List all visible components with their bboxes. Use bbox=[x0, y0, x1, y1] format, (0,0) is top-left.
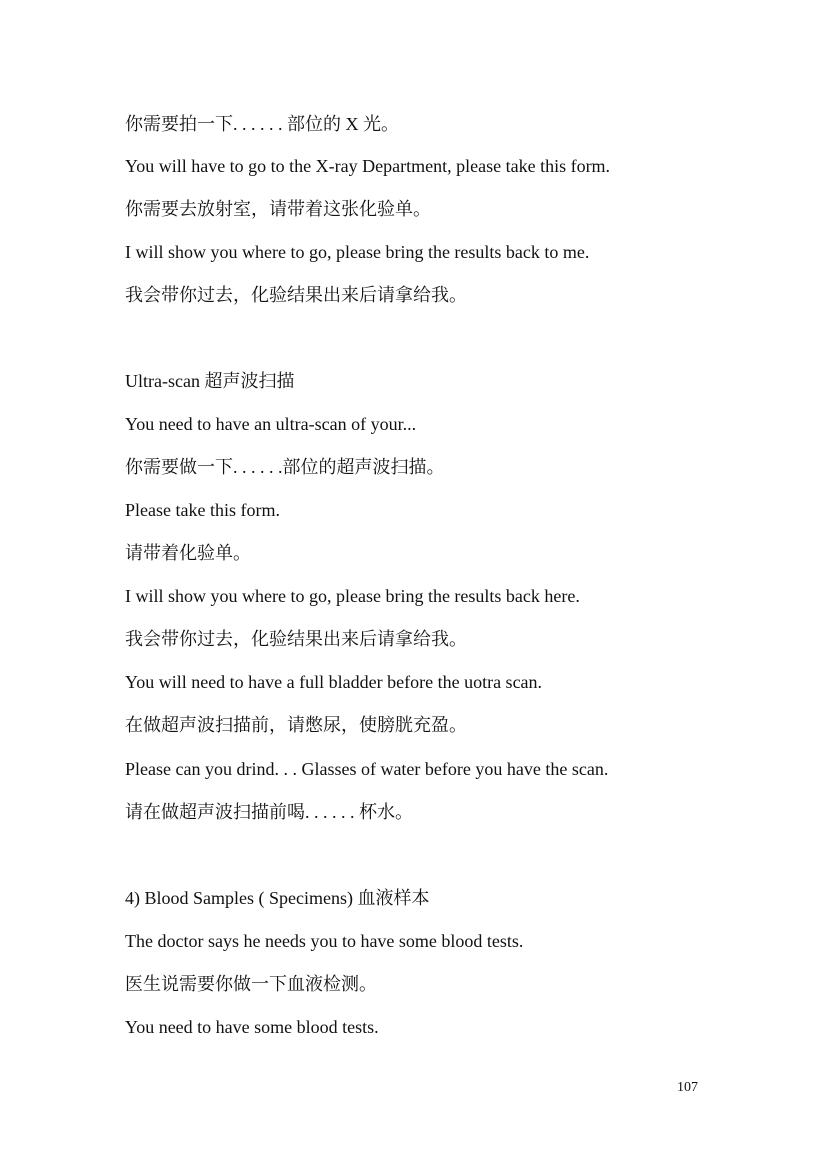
take-form-en: Please take this form. bbox=[125, 500, 280, 520]
page-number: 107 bbox=[677, 1080, 698, 1095]
xray-department-en: You will have to go to the X-ray Department, please take this form. bbox=[125, 156, 611, 176]
ultrascan-results-zh: 我会带你过去，化验结果出来后请拿给我。 bbox=[125, 629, 467, 649]
full-bladder-en: You will need to have a full bladder before the uotra scan. bbox=[125, 672, 543, 692]
ultrascan-need-en: You need to have an ultra-scan of your... bbox=[125, 414, 417, 434]
xray-results-en: I will show you where to go, please bring the results back to me. bbox=[125, 242, 590, 262]
xray-department-zh: 你需要去放射室，请带着这张化验单。 bbox=[125, 199, 431, 219]
take-form-zh: 请带着化验单。 bbox=[125, 543, 251, 563]
ultrascan-results-en: I will show you where to go, please bring the results back here. bbox=[125, 586, 580, 606]
drink-water-en: Please can you drind. . . Glasses of water before you have the scan. bbox=[125, 759, 609, 779]
ultrascan-need-zh: 你需要做一下. . . . . .部位的超声波扫描。 bbox=[125, 457, 445, 477]
blood-tests-need-en: You need to have some blood tests. bbox=[125, 1017, 379, 1037]
xray-instruction-zh: 你需要拍一下. . . . . . 部位的 X 光。 bbox=[125, 114, 399, 134]
blood-tests-doctor-zh: 医生说需要你做一下血液检测。 bbox=[125, 974, 377, 994]
full-bladder-zh: 在做超声波扫描前，请憋尿，使膀胱充盈。 bbox=[125, 715, 467, 735]
drink-water-zh: 请在做超声波扫描前喝. . . . . . 杯水。 bbox=[125, 802, 413, 822]
xray-results-zh: 我会带你过去，化验结果出来后请拿给我。 bbox=[125, 285, 467, 305]
blood-tests-doctor-en: The doctor says he needs you to have some blood tests. bbox=[125, 931, 524, 951]
ultrascan-heading: Ultra-scan 超声波扫描 bbox=[125, 371, 295, 391]
blood-samples-heading: 4) Blood Samples ( Specimens) 血液样本 bbox=[125, 888, 430, 908]
